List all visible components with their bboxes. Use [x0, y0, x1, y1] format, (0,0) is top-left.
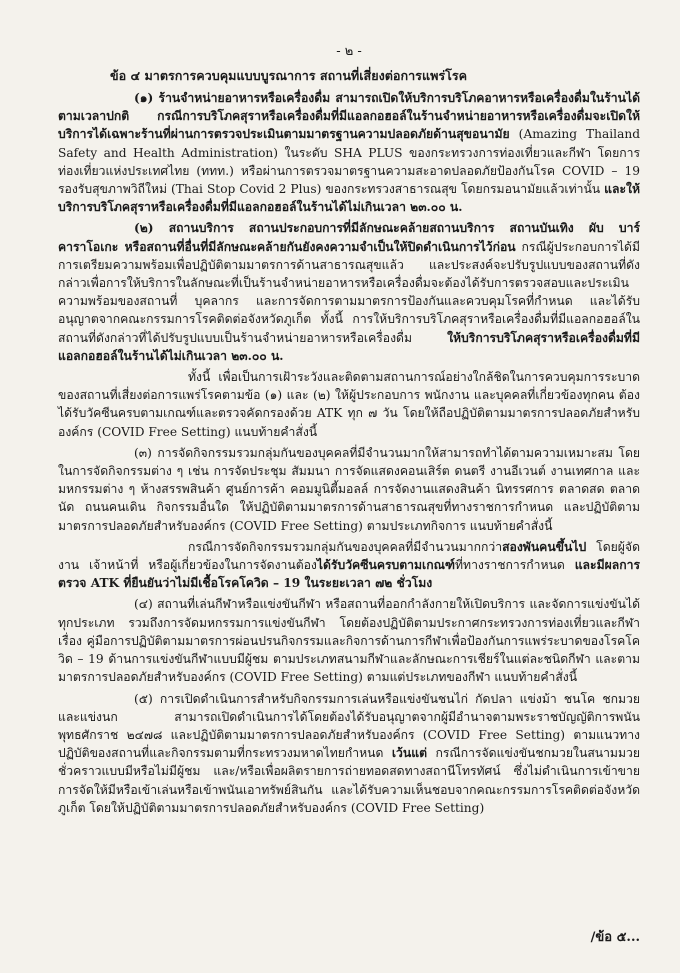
page-number: - ๒ - [336, 44, 362, 59]
paragraph-gambling-competitions: (๕) การเปิดดำเนินการสำหรับกิจกรรมการเล่นหรือแข่งขันชนไก่ กัดปลา แข่งม้า ชนโค ชกมวย และแข่งนก สามารถเปิดดำเนินการได้โดยต้องได้รับอนุญาตจากผู้มีอำนาจตามพระราชบัญญัติการพนัน พุทธศักราช ๒๔๗๘ และปฏิบัติตามมาตรการปลอดภัยสำหรับองค์กร (COVID Free Setting) ตามแนวทางปฏิบัติของสถานที่และกิจกรรมตามที่กระทรวงมหาดไทยกำหนด เว้นแต่ กรณีการจัดแข่งขันชกมวยในสนามมวยชั่วคราวแบบมีหรือไม่มีผู้ชม และ/หรือเพื่อผลิตรายการถ่ายทอดสดทางสถานีโทรทัศน์ ซึ่งไม่ดำเนินการเข้าขายการจัดให้มีหรือเข้าเล่นหรือเข้าพนันเอาทรัพย์สินกัน และได้รับความเห็นชอบจากคณะกรรมการโรคติดต่อจังหวัดภูเก็ต โดยให้ปฏิบัติตามมาตรการปลอดภัยสำหรับองค์กร (COVID Free Setting) [58, 691, 640, 815]
paragraph-entertainment-venues: (๒) สถานบริการ สถานประกอบการที่มีลักษณะคล้ายสถานบริการ สถานบันเทิง ผับ บาร์ คาราโอเกะ หรือสถานที่อื่นที่มีลักษณะคล้ายกันยังคงความจำเป็นให้ปิดดำเนินการไว้ก่อน กรณีผู้ประกอบการได้มีการเตรียมความพร้อมเพื่อปฏิบัติตามมาตรการด้านสาธารณสุขแล้ว และประสงค์จะปรับรูปแบบของสถานที่ดังกล่าวเพื่อการให้บริการในลักษณะที่เป็นร้านจำหน่ายอาหารหรือเครื่องดื่มจะต้องได้รับการตรวจสอบและประเมินความพร้อมของสถานที่ บุคลากร และการจัดการตามมาตรการป้องกันและควบคุมโรคที่กำหนด และได้รับอนุญาตจากคณะกรรมการโรคติดต่อจังหวัดภูเก็ต ทั้งนี้ การให้บริการบริโภคสุราหรือเครื่องดื่มที่มีแอลกอฮอล์ในสถานที่ดังกล่าวที่ได้ปรับรูปแบบเป็นร้านจำหน่ายอาหารหรือเครื่องดื่ม ให้บริการบริโภคสุราหรือเครื่องดื่มที่มีแอลกอฮอล์ในร้านได้ไม่เกินเวลา ๒๓.๐๐ น. [58, 221, 641, 363]
paragraph-surveillance: ทั้งนี้ เพื่อเป็นการเฝ้าระวังและติดตามสถานการณ์อย่างใกล้ชิดในการควบคุมการระบาดของสถานที่เสี่ยงต่อการแพร่โรคตามข้อ (๑) และ (๒) ให้ผู้ประกอบการ พนักงาน และบุคคลที่เกี่ยวข้องทุกคน ต้องได้รับวัคซีนครบตามเกณฑ์และตรวจคัดกรองด้วย ATK ทุก ๗ วัน โดยให้ถือปฏิบัติตามมาตรการปลอดภัยสำหรับองค์กร (COVID Free Setting) แนบท้ายคำสั่งนี้ [58, 370, 640, 439]
paragraph-large-events: กรณีการจัดกิจกรรมรวมกลุ่มกันของบุคคลที่มีจำนวนมากกว่าสองพันคนขึ้นไป โดยผู้จัดงาน เจ้าหน้าที่ หรือผู้เกี่ยวข้องในการจัดงานต้องได้รับวัคซีนครบตามเกณฑ์ที่ทางราชการกำหนด และมีผลการตรวจ ATK ที่ยืนยันว่าไม่มีเชื้อโรคโควิด – 19 ในระยะเวลา ๗๒ ชั่วโมง [58, 539, 640, 591]
continuation-marker: /ข้อ ๕... [590, 930, 640, 945]
section-heading: ข้อ ๔ มาตรการควบคุมแบบบูรณาการ สถานที่เสี่ยงต่อการแพร่โรค [110, 68, 468, 83]
paragraph-restaurants: (๑) ร้านจำหน่ายอาหารหรือเครื่องดื่ม สามารถเปิดให้บริการบริโภคอาหารหรือเครื่องดื่มในร้านได้ตามเวลาปกติ กรณีการบริโภคสุราหรือเครื่องดื่มที่มีแอลกอฮอล์ในร้านจำหน่ายอาหารหรือเครื่องดื่มจะเปิดให้บริการได้เฉพาะร้านที่ผ่านการตรวจประเมินตามมาตรฐานความปลอดภัยด้านสุขอนามัย (Amazing Thailand Safety and Health Administration) ในระดับ SHA PLUS ของกระทรวงการท่องเที่ยวและกีฬา โดยการท่องเที่ยวแห่งประเทศไทย (ททท.) หรือผ่านการตรวจมาตรฐานความสะอาดปลอดภัยป้องกันโรค COVID – 19 รองรับสุขภาพวิถีใหม่ (Thai Stop Covid 2 Plus) ของกระทรวงสาธารณสุข โดยกรมอนามัยแล้วเท่านั้น และให้บริการบริโภคสุราหรือเครื่องดื่มที่มีแอลกอฮอล์ในร้านได้ไม่เกินเวลา ๒๓.๐๐ น. [58, 91, 640, 215]
paragraph-sports-venues: (๔) สถานที่เล่นกีฬาหรือแข่งขันกีฬา หรือสถานที่ออกกำลังกายให้เปิดบริการ และจัดการแข่งขันได้ทุกประเภท รวมถึงการจัดมหกรรมการแข่งขันกีฬา โดยต้องปฏิบัติตามประกาศกระทรวงการท่องเที่ยวและกีฬา เรื่อง คู่มือการปฏิบัติตามมาตรการผ่อนปรนกิจกรรมและกิจการด้านการกีฬาเพื่อป้องกันการแพร่ระบาดของโรคโควิด – 19 ด้านการแข่งขันกีฬาแบบมีผู้ชม ตามประเภทสนามกีฬาและลักษณะการเชียร์ในแต่ละชนิดกีฬา และตามมาตรการปลอดภัยสำหรับองค์กร (COVID Free Setting) ตามแต่ประเภทของกีฬา แนบท้ายคำสั่งนี้ [58, 597, 640, 685]
paragraph-group-activities: (๓) การจัดกิจกรรมรวมกลุ่มกันของบุคคลที่มีจำนวนมากให้สามารถทำได้ตามความเหมาะสม โดยในการจัดกิจกรรมต่าง ๆ เช่น การจัดประชุม สัมมนา การจัดแสดงคอนเสิร์ต ดนตรี งานอีเวนต์ งานเทศกาล และมหกรรมต่าง ๆ ห้างสรรพสินค้า ศูนย์การค้า คอมมูนิตี้มอลล์ การจัดงานแสดงสินค้า นิทรรศการ ตลาดสด ตลาดนัด ถนนคนเดิน กิจกรรมอื่นใด ให้ปฏิบัติตามมาตรการด้านสาธารณสุขที่ทางราชการกำหนด และปฏิบัติตามมาตรการปลอดภัยสำหรับองค์กร (COVID Free Setting) ตามประเภทกิจการ แนบท้ายคำสั่งนี้ [58, 445, 640, 533]
